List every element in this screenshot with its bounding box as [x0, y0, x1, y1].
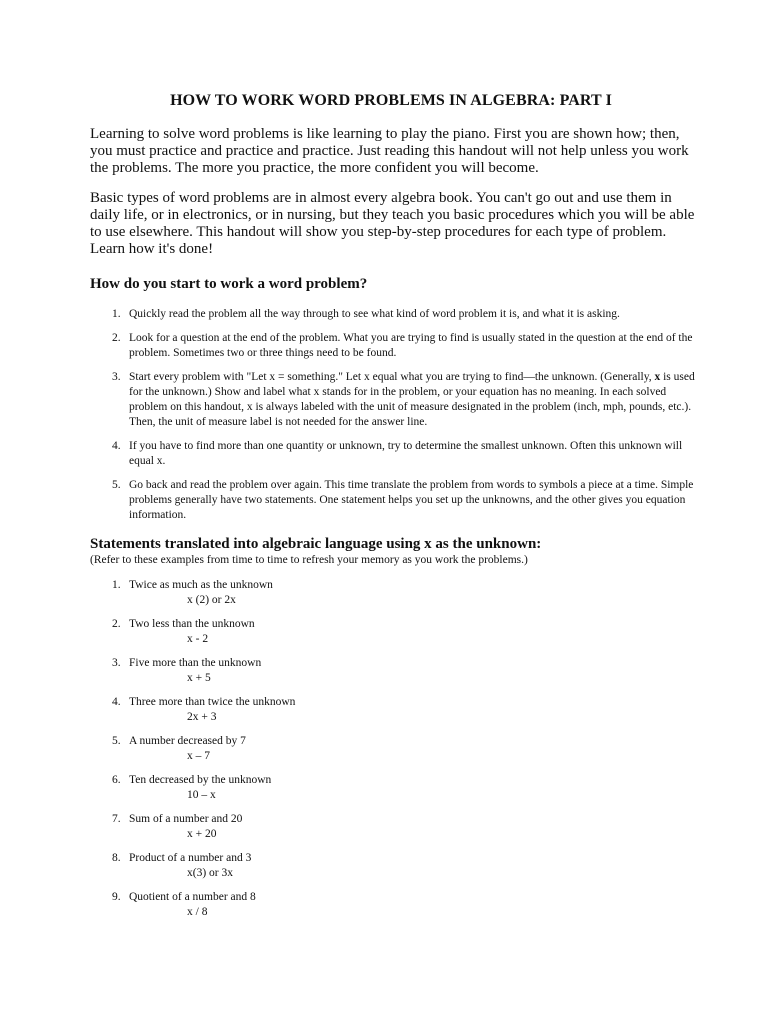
- example-number: 1.: [112, 579, 121, 591]
- step-item: [112, 439, 698, 469]
- example-item: [112, 695, 698, 725]
- example-number: 2.: [112, 618, 121, 630]
- statements-note: (Refer to these examples from time to time to refresh your memory as you work the problems.): [90, 554, 528, 566]
- example-item: [112, 656, 698, 686]
- example-expression: x + 5: [187, 672, 211, 684]
- example-number: 7.: [112, 813, 121, 825]
- start-heading: How do you start to work a word problem?: [90, 276, 368, 292]
- example-text: Twice as much as the unknown: [129, 579, 273, 591]
- step-item: [112, 331, 698, 361]
- example-expression: 2x + 3: [187, 711, 217, 723]
- step-text: Go back and read the problem over again. This time translate the problem from words to symbols a piece at a time. Simple problems generally have two statements. One statement helps you set up the unknowns, and the other gives you equation information.: [129, 479, 694, 521]
- example-number: 5.: [112, 735, 121, 747]
- examples-list: [90, 578, 698, 920]
- example-text: Quotient of a number and 8: [129, 891, 256, 903]
- step-text-pre: Start every problem with "Let x = something." Let x equal what you are trying to find—the unknown. (Generally,: [129, 371, 655, 383]
- example-item: [112, 812, 698, 842]
- step-number: 5.: [112, 479, 121, 491]
- example-text: Three more than twice the unknown: [129, 696, 296, 708]
- step-item: [112, 478, 698, 523]
- step-text-post: is used for the unknown.) Show and label what x stands for in the problem, or your equation has no meaning. In each solved problem on this handout, x is always labeled with the unit of measure designated in the problem (inch, mph, pounds, etc.). Then, the unit of measure label is not needed for the answer line.: [129, 371, 695, 428]
- example-expression: x + 20: [187, 828, 217, 840]
- example-expression: x (2) or 2x: [187, 594, 236, 606]
- example-item: [112, 734, 698, 764]
- example-expression: 10 – x: [187, 789, 216, 801]
- intro-paragraph-1: Learning to solve word problems is like learning to play the piano. First you are shown how; then, you must practice and practice and practice. Just reading this handout will not help unless you work the problems. The more you practice, the more confident you will become.: [90, 126, 689, 176]
- step-text: Look for a question at the end of the problem. What you are trying to find is usually stated in the question at the end of the problem. Sometimes two or three things need to be found.: [129, 332, 693, 359]
- example-number: 4.: [112, 696, 121, 708]
- example-number: 9.: [112, 891, 121, 903]
- example-text: Ten decreased by the unknown: [129, 774, 272, 786]
- example-item: [112, 851, 698, 881]
- step-text: If you have to find more than one quantity or unknown, try to determine the smallest unknown. Often this unknown will equal x.: [129, 440, 683, 467]
- example-text: Sum of a number and 20: [129, 813, 243, 825]
- example-expression: x / 8: [187, 906, 208, 918]
- example-item: [112, 578, 698, 608]
- step-number: 1.: [112, 308, 121, 320]
- intro-paragraph-2: Basic types of word problems are in almost every algebra book. You can't go out and use them in daily life, or in electronics, or in nursing, but they teach you basic procedures which you will be able to use elsewhere. This handout will show you step-by-step procedures for each type of problem. Learn how it's done!: [90, 190, 695, 257]
- example-expression: x – 7: [187, 750, 210, 762]
- example-item: [112, 890, 698, 920]
- statements-heading: Statements translated into algebraic language using x as the unknown:: [90, 536, 542, 552]
- example-number: 6.: [112, 774, 121, 786]
- example-number: 3.: [112, 657, 121, 669]
- example-item: [112, 773, 698, 803]
- steps-list: [90, 307, 698, 523]
- example-item: [112, 617, 698, 647]
- step-number: 2.: [112, 332, 121, 344]
- page-title: HOW TO WORK WORD PROBLEMS IN ALGEBRA: PART I: [170, 92, 612, 109]
- step-text-bold: x: [654, 371, 661, 383]
- example-text: Product of a number and 3: [129, 852, 252, 864]
- step-number: 3.: [112, 371, 121, 383]
- example-text: Two less than the unknown: [129, 618, 255, 630]
- step-item: [112, 307, 698, 322]
- example-number: 8.: [112, 852, 121, 864]
- example-expression: x - 2: [187, 633, 209, 645]
- example-text: Five more than the unknown: [129, 657, 262, 669]
- step-item: [112, 370, 698, 430]
- example-expression: x(3) or 3x: [187, 867, 233, 879]
- step-number: 4.: [112, 440, 121, 452]
- example-text: A number decreased by 7: [129, 735, 246, 747]
- step-text: Quickly read the problem all the way through to see what kind of word problem it is, and what it is asking.: [129, 308, 620, 320]
- step-text: [129, 371, 695, 428]
